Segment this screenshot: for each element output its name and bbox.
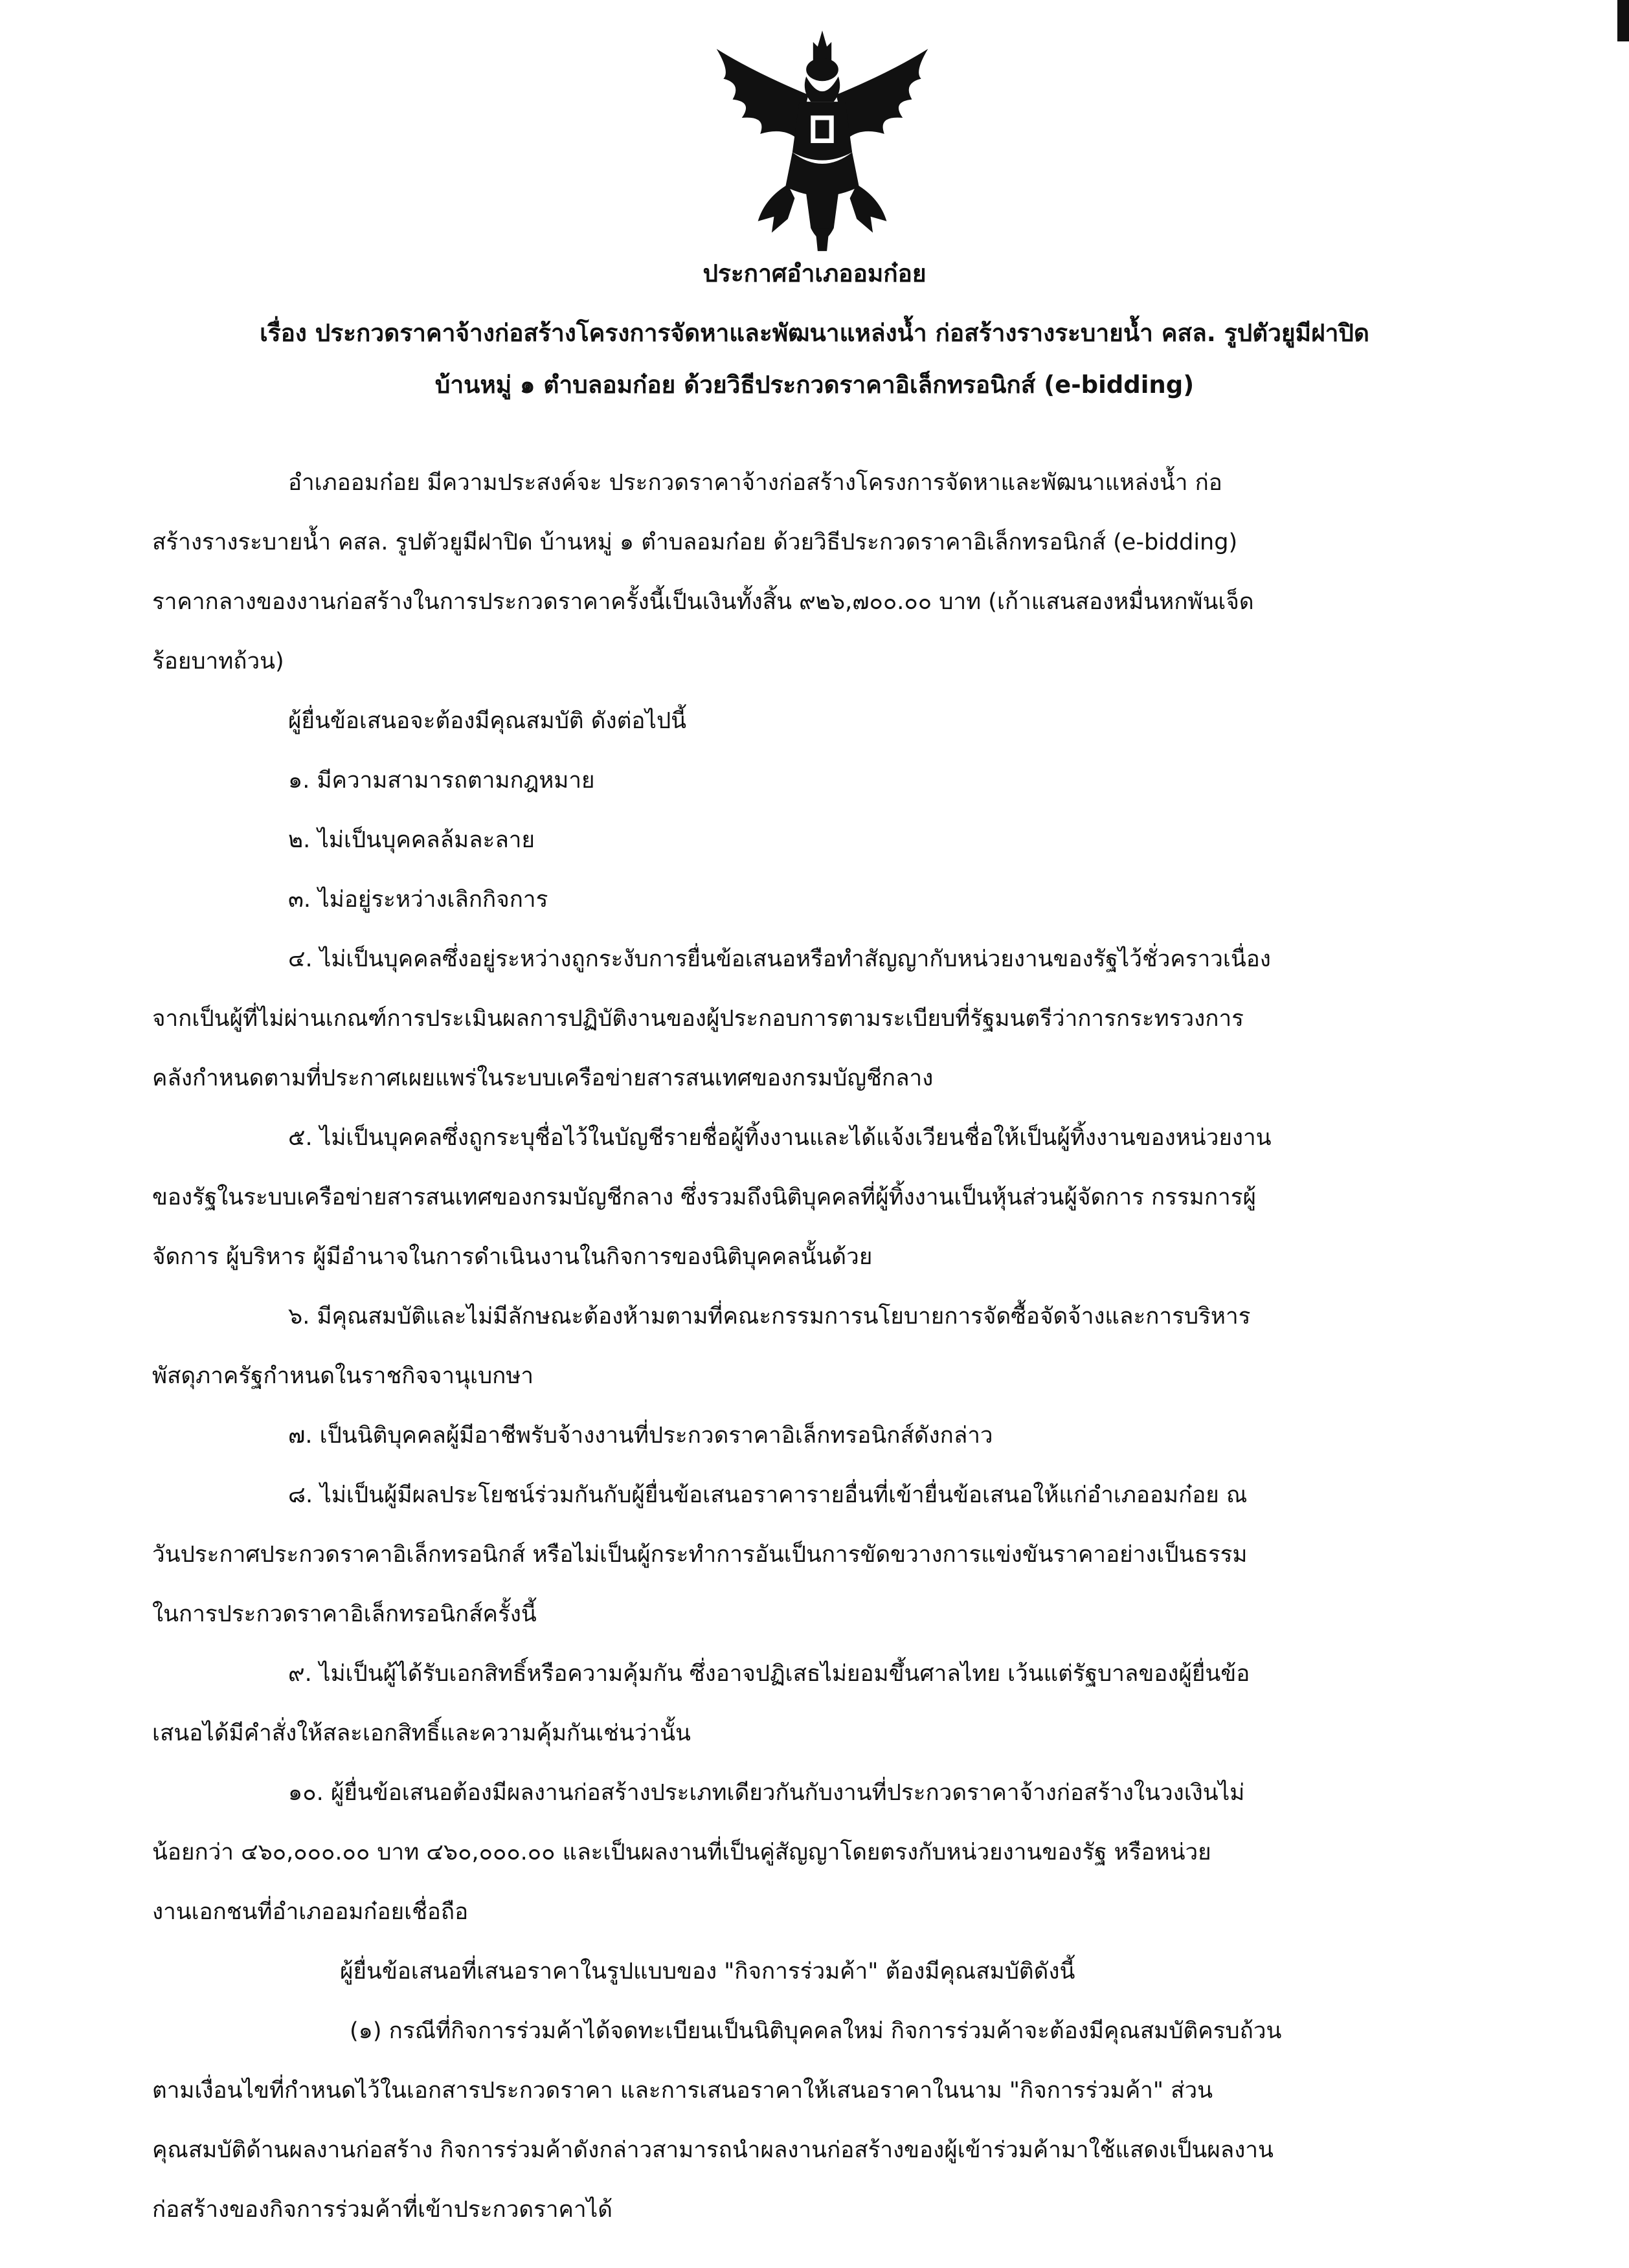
body-line: คุณสมบัติด้านผลงานก่อสร้าง กิจการร่วมค้าดังกล่าวสามารถนำผลงานก่อสร้างของผู้เข้าร่วมค้ามาใช้แสดงเป็นผลงาน (152, 2137, 1274, 2163)
qualification-item: ๖. มีคุณสมบัติและไม่มีลักษณะต้องห้ามตามที่คณะกรรมการนโยบายการจัดซื้อจัดจ้างและการบริหาร (288, 1304, 1251, 1329)
body-line: งานเอกชนที่อำเภออมก๋อยเชื่อถือ (152, 1899, 469, 1925)
garuda-emblem-icon (702, 26, 942, 256)
qualification-item: ๑. มีความสามารถตามกฎหมาย (288, 768, 595, 794)
qualification-item: ๑๐. ผู้ยื่นข้อเสนอต้องมีผลงานก่อสร้างประเภทเดียวกันกับงานที่ประกวดราคาจ้างก่อสร้างในวงเงินไม่ (288, 1780, 1245, 1806)
body-line: ของรัฐในระบบเครือข่ายสารสนเทศของกรมบัญชีกลาง ซึ่งรวมถึงนิติบุคคลที่ผู้ทิ้งงานเป็นหุ้นส่วนผู้จัดการ กรรมการผู้ (152, 1184, 1257, 1210)
subject-line-2: บ้านหมู่ ๑ ตำบลอมก๋อย ด้วยวิธีประกวดราคาอิเล็กทรอนิกส์ (e-bidding) (434, 371, 1195, 399)
scan-edge-mark (1617, 0, 1629, 41)
qualification-item: ๘. ไม่เป็นผู้มีผลประโยชน์ร่วมกันกับผู้ยื่นข้อเสนอราคารายอื่นที่เข้ายื่นข้อเสนอให้แก่อำเภออมก๋อย ณ (288, 1482, 1248, 1508)
body-line: น้อยกว่า ๔๖๐,๐๐๐.๐๐ บาท ๔๖๐,๐๐๐.๐๐ และเป็นผลงานที่เป็นคู่สัญญาโดยตรงกับหน่วยงานของรัฐ หรือหน่วย (152, 1840, 1211, 1865)
qualification-item: ๙. ไม่เป็นผู้ได้รับเอกสิทธิ์หรือความคุ้มกัน ซึ่งอาจปฏิเสธไม่ยอมขึ้นศาลไทย เว้นแต่รัฐบาลของผู้ยื่นข้อ (288, 1661, 1250, 1687)
body-line: จากเป็นผู้ที่ไม่ผ่านเกณฑ์การประเมินผลการปฏิบัติงานของผู้ประกอบการตามระเบียบที่รัฐมนตรีว่าการกระทรวงการ (152, 1006, 1244, 1032)
joint-venture-intro: ผู้ยื่นข้อเสนอที่เสนอราคาในรูปแบบของ "กิจการร่วมค้า" ต้องมีคุณสมบัติดังนี้ (340, 1959, 1075, 1984)
body-line: ก่อสร้างของกิจการร่วมค้าที่เข้าประกวดราคาได้ (152, 2197, 612, 2223)
body-line: เสนอได้มีคำสั่งให้สละเอกสิทธิ์และความคุ้มกันเช่นว่านั้น (152, 1720, 691, 1746)
qualification-item: ๓. ไม่อยู่ระหว่างเลิกกิจการ (288, 887, 548, 913)
body-line: คลังกำหนดตามที่ประกาศเผยแพร่ในระบบเครือข่ายสารสนเทศของกรมบัญชีกลาง (152, 1065, 934, 1091)
body-line: อำเภออมก๋อย มีความประสงค์จะ ประกวดราคาจ้างก่อสร้างโครงการจัดหาและพัฒนาแหล่งน้ำ ก่อ (288, 470, 1222, 496)
body-line: พัสดุภาครัฐกำหนดในราชกิจจานุเบกษา (152, 1363, 534, 1389)
body-line: ตามเงื่อนไขที่กำหนดไว้ในเอกสารประกวดราคา และการเสนอราคาให้เสนอราคาในนาม "กิจการร่วมค้า" ส่วน (152, 2078, 1213, 2104)
body-line: สร้างรางระบายน้ำ คสล. รูปตัวยูมีฝาปิด บ้านหมู่ ๑ ตำบลอมก๋อย ด้วยวิธีประกวดราคาอิเล็กทรอนิกส์ (e-bidding) (152, 529, 1238, 555)
qualification-item: ๔. ไม่เป็นบุคคลซึ่งอยู่ระหว่างถูกระงับการยื่นข้อเสนอหรือทำสัญญากับหน่วยงานของรัฐไว้ชั่วคราวเนื่อง (288, 946, 1271, 972)
body-line: จัดการ ผู้บริหาร ผู้มีอำนาจในการดำเนินงานในกิจการของนิติบุคคลนั้นด้วย (152, 1244, 873, 1270)
subject-line-1: เรื่อง ประกวดราคาจ้างก่อสร้างโครงการจัดหาและพัฒนาแหล่งน้ำ ก่อสร้างรางระบายน้ำ คสล. รูปตัวยูมีฝาปิด (260, 319, 1369, 347)
body-line: ในการประกวดราคาอิเล็กทรอนิกส์ครั้งนี้ (152, 1601, 537, 1627)
joint-venture-item: (๑) กรณีที่กิจการร่วมค้าได้จดทะเบียนเป็นนิติบุคคลใหม่ กิจการร่วมค้าจะต้องมีคุณสมบัติครบถ้วน (350, 2018, 1282, 2044)
body-line: ร้อยบาทถ้วน) (152, 649, 284, 674)
body-line: วันประกาศประกวดราคาอิเล็กทรอนิกส์ หรือไม่เป็นผู้กระทำการอันเป็นการขัดขวางการแข่งขันราคาอย่างเป็นธรรม (152, 1542, 1248, 1568)
qualification-item: ๕. ไม่เป็นบุคคลซึ่งถูกระบุชื่อไว้ในบัญชีรายชื่อผู้ทิ้งงานและได้แจ้งเวียนชื่อให้เป็นผู้ทิ้งงานของหน่วยงาน (288, 1125, 1272, 1151)
qualification-item: ๒. ไม่เป็นบุคคลล้มละลาย (288, 827, 535, 853)
qualification-item: ๗. เป็นนิติบุคคลผู้มีอาชีพรับจ้างงานที่ประกวดราคาอิเล็กทรอนิกส์ดังกล่าว (288, 1423, 993, 1449)
qualifications-intro: ผู้ยื่นข้อเสนอจะต้องมีคุณสมบัติ ดังต่อไปนี้ (288, 708, 687, 734)
announcement-heading: ประกาศอำเภออมก๋อย (702, 260, 927, 287)
body-line: ราคากลางของงานก่อสร้างในการประกวดราคาครั้งนี้เป็นเงินทั้งสิ้น ๙๒๖,๗๐๐.๐๐ บาท (เก้าแสนสองหมื่นหกพันเจ็ด (152, 589, 1254, 615)
announcement-body (152, 453, 1466, 2240)
